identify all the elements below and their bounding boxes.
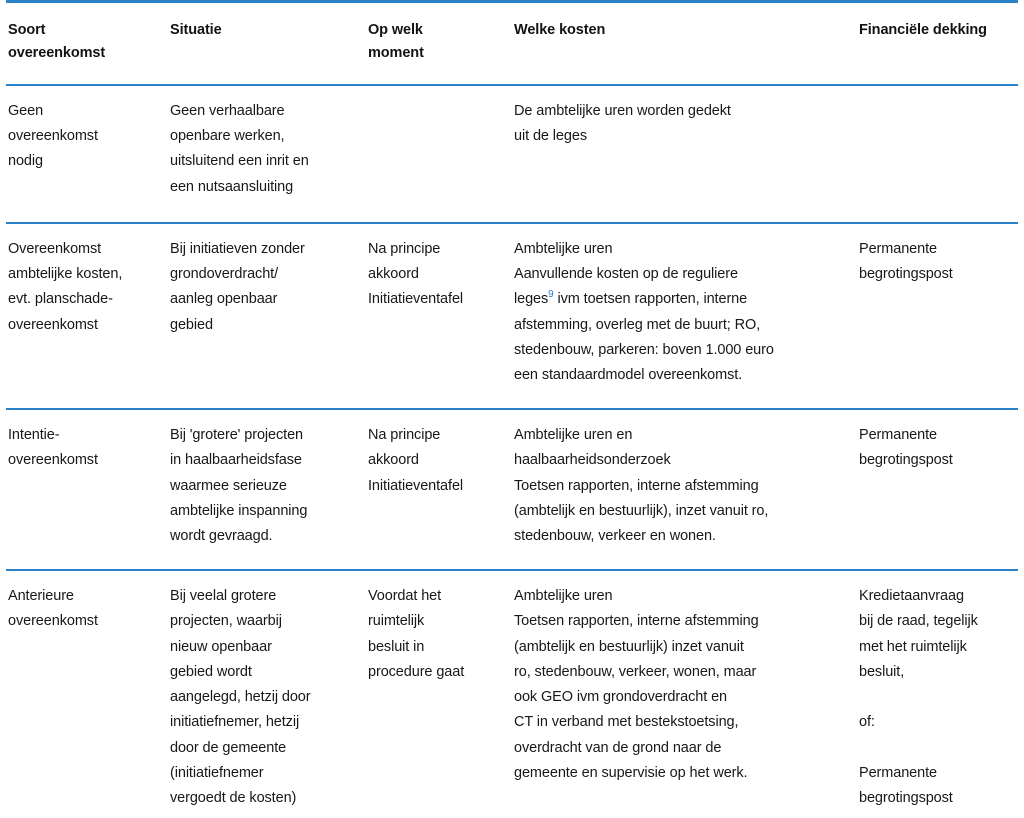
text-line: overeenkomst bbox=[8, 45, 106, 62]
text-line: Financiële dekking bbox=[859, 22, 987, 38]
cell-welke-kosten bbox=[512, 85, 857, 223]
text-line: Ambtelijke uren en bbox=[514, 427, 633, 444]
column-header-op-welk-moment bbox=[366, 2, 512, 85]
text-line: een standaardmodel overeenkomst. bbox=[514, 366, 743, 383]
text-line: Welke kosten bbox=[514, 22, 606, 38]
cell-soort-overeenkomst bbox=[6, 570, 168, 818]
text-line: ambtelijke kosten, bbox=[8, 266, 123, 283]
text-line: nieuw openbaar bbox=[170, 638, 272, 655]
cell-op-welk-moment bbox=[366, 409, 512, 570]
text-line: Initiatieventafel bbox=[368, 477, 464, 494]
text-line: Initiatieventafel bbox=[368, 291, 464, 308]
text-line: met het ruimtelijk bbox=[859, 638, 967, 655]
table-body bbox=[6, 85, 1018, 818]
cell-welke-kosten bbox=[512, 570, 857, 818]
text-line: uitsluitend een inrit en bbox=[170, 153, 309, 170]
text-line: wordt gevraagd. bbox=[170, 528, 273, 545]
footnote-reference[interactable]: 9 bbox=[548, 289, 554, 301]
text-line: Geen verhaalbare bbox=[170, 102, 285, 119]
text-line: initiatiefnemer, hetzij bbox=[170, 714, 300, 731]
text-line: stedenbouw, parkeren: boven 1.000 euro bbox=[514, 341, 774, 358]
text-line: Toetsen rapporten, interne afstemming bbox=[514, 613, 759, 630]
text-line: waarmee serieuze bbox=[170, 477, 287, 494]
text-line: Na principe bbox=[368, 427, 441, 444]
text-line: gebied wordt bbox=[170, 663, 252, 680]
text-line: overeenkomst bbox=[8, 316, 98, 333]
text-line: (initiatiefnemer bbox=[170, 764, 264, 781]
text-line: ro, stedenbouw, verkeer, wonen, maar bbox=[514, 663, 757, 680]
text-line: Bij 'grotere' projecten bbox=[170, 427, 304, 444]
header-row bbox=[6, 2, 1018, 85]
text-line: gebied bbox=[170, 316, 213, 333]
cell-op-welk-moment bbox=[366, 570, 512, 818]
text-line: Permanente bbox=[859, 240, 937, 257]
text-line: begrotingspost bbox=[859, 452, 953, 469]
text-line: ambtelijke inspanning bbox=[170, 502, 308, 519]
text-line: Toetsen rapporten, interne afstemming bbox=[514, 477, 759, 494]
text-line: haalbaarheidsonderzoek bbox=[514, 452, 671, 469]
text-line: aanleg openbaar bbox=[170, 291, 278, 308]
text-line: bij de raad, tegelijk bbox=[859, 613, 978, 630]
text-line: overeenkomst bbox=[8, 128, 98, 145]
cell-soort-overeenkomst bbox=[6, 409, 168, 570]
cell-welke-kosten bbox=[512, 223, 857, 409]
text-line: Op welk bbox=[368, 22, 423, 38]
text-line: leges$^9$ ivm toetsen rapporten, interne bbox=[514, 289, 748, 308]
cell-financiele-dekking bbox=[857, 85, 1018, 223]
text-line: een nutsaansluiting bbox=[170, 178, 294, 195]
text-line: procedure gaat bbox=[368, 663, 465, 680]
table-row bbox=[6, 85, 1018, 223]
cell-soort-overeenkomst bbox=[6, 85, 168, 223]
table-header bbox=[6, 2, 1018, 85]
cell-situatie bbox=[168, 409, 366, 570]
text-line: Anterieure bbox=[8, 588, 74, 605]
text-line: De ambtelijke uren worden gedekt bbox=[514, 102, 731, 119]
text-line: in haalbaarheidsfase bbox=[170, 452, 302, 469]
text-line: Na principe bbox=[368, 240, 441, 257]
text-line: door de gemeente bbox=[170, 739, 287, 756]
text-line: overeenkomst bbox=[8, 613, 98, 630]
text-line: Bij initiatieven zonder bbox=[170, 240, 305, 257]
column-header-soort-overeenkomst bbox=[6, 2, 168, 85]
text-line: Kredietaanvraag bbox=[859, 588, 964, 605]
text-line: besluit, bbox=[859, 663, 905, 680]
table-row bbox=[6, 223, 1018, 409]
text-line: Voordat het bbox=[368, 588, 442, 605]
text-line: Permanente bbox=[859, 427, 937, 444]
text-line: besluit in bbox=[368, 638, 425, 655]
text-line: ruimtelijk bbox=[368, 613, 425, 630]
text-line: of: bbox=[859, 714, 875, 731]
text-line: Intentie- bbox=[8, 427, 60, 444]
agreements-table bbox=[6, 0, 1018, 818]
cell-situatie bbox=[168, 223, 366, 409]
cell-financiele-dekking bbox=[857, 409, 1018, 570]
text-line: Ambtelijke uren bbox=[514, 588, 613, 605]
text-line: aangelegd, hetzij door bbox=[170, 689, 311, 706]
text-line: overdracht van de grond naar de bbox=[514, 739, 722, 756]
text-line: nodig bbox=[8, 153, 43, 170]
text-line: akkoord bbox=[368, 452, 419, 469]
table-row bbox=[6, 409, 1018, 570]
text-line: (ambtelijk en bestuurlijk) inzet vanuit bbox=[514, 638, 744, 655]
text-line: Soort bbox=[8, 22, 46, 38]
text-line: Permanente bbox=[859, 764, 937, 781]
text-line: Situatie bbox=[170, 22, 222, 38]
text-line: overeenkomst bbox=[8, 452, 98, 469]
cell-welke-kosten bbox=[512, 409, 857, 570]
cell-soort-overeenkomst bbox=[6, 223, 168, 409]
text-line: Bij veelal grotere bbox=[170, 588, 277, 605]
text-line: afstemming, overleg met de buurt; RO, bbox=[514, 316, 761, 333]
text-line: grondoverdracht/ bbox=[170, 266, 279, 283]
cell-op-welk-moment bbox=[366, 223, 512, 409]
text-line: Aanvullende kosten op de reguliere bbox=[514, 266, 738, 283]
column-header-welke-kosten bbox=[512, 2, 857, 85]
text-line: ook GEO ivm grondoverdracht en bbox=[514, 689, 727, 706]
text-line: uit de leges bbox=[514, 128, 587, 145]
text-line: Ambtelijke uren bbox=[514, 240, 613, 257]
column-header-financiele-dekking bbox=[857, 2, 1018, 85]
text-line: stedenbouw, verkeer en wonen. bbox=[514, 528, 716, 545]
text-line: evt. planschade- bbox=[8, 291, 113, 308]
text-line: projecten, waarbij bbox=[170, 613, 282, 630]
column-header-situatie bbox=[168, 2, 366, 85]
text-line: Overeenkomst bbox=[8, 240, 102, 257]
text-line: openbare werken, bbox=[170, 128, 285, 145]
cell-situatie bbox=[168, 570, 366, 818]
text-line: (ambtelijk en bestuurlijk), inzet vanuit ro, bbox=[514, 502, 769, 519]
table-row bbox=[6, 570, 1018, 818]
cell-financiele-dekking bbox=[857, 223, 1018, 409]
text-line: moment bbox=[368, 45, 424, 62]
text-line: Geen bbox=[8, 102, 44, 119]
text-line: begrotingspost bbox=[859, 266, 953, 283]
cell-financiele-dekking bbox=[857, 570, 1018, 818]
text-line: begrotingspost bbox=[859, 790, 953, 806]
text-line: akkoord bbox=[368, 266, 419, 283]
cell-situatie bbox=[168, 85, 366, 223]
cell-op-welk-moment bbox=[366, 85, 512, 223]
text-line: CT in verband met bestekstoetsing, bbox=[514, 714, 739, 731]
text-line: vergoedt de kosten) bbox=[170, 790, 297, 806]
text-line: gemeente en supervisie op het werk. bbox=[514, 764, 748, 781]
